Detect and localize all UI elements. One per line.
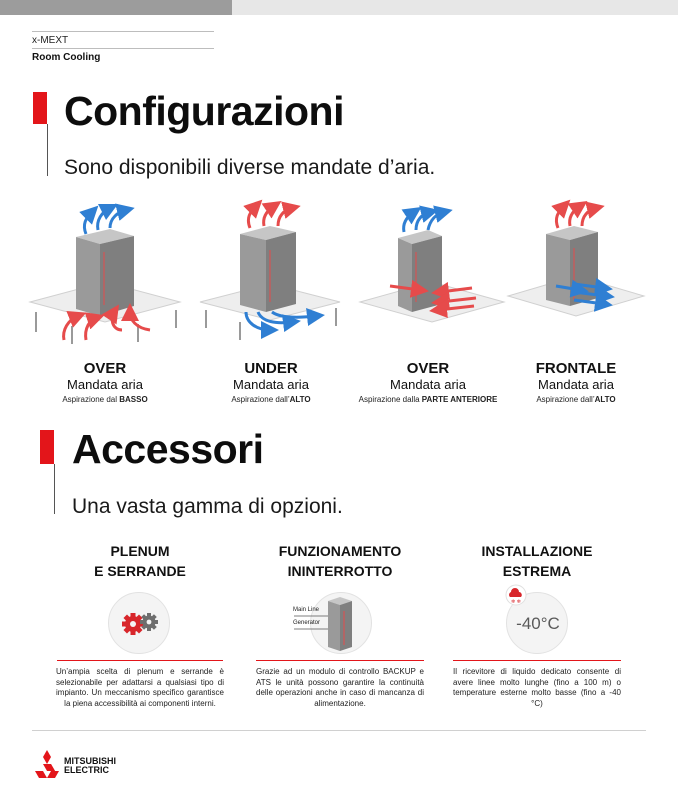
temperature-value: -40°C [516, 614, 560, 633]
label-generator: Generator [293, 620, 321, 626]
config-note-1: Aspirazione dal BASSO [62, 395, 148, 404]
config-unit-under-top [200, 206, 340, 340]
config-name-3: OVER [406, 360, 450, 377]
config-note-3: Aspirazione dalla PARTE ANTERIORE [358, 395, 498, 404]
brand-label: x-MEXT [32, 35, 69, 46]
accessory-title-installazione: INSTALLAZIONE ESTREMA [481, 543, 593, 579]
section-title-configurazioni: Configurazioni [64, 88, 344, 134]
accessori-accent-bar [40, 430, 54, 464]
accessory-title-plenum: PLENUM E SERRANDE [94, 543, 186, 579]
config-name-4: FRONTALE [535, 360, 617, 377]
mitsubishi-diamonds-icon [32, 750, 62, 778]
config-name-2: UNDER [244, 360, 298, 377]
svg-text:❄ ❄: ❄ ❄ [511, 599, 521, 605]
accessory-divider-2 [256, 660, 424, 661]
accessori-accent-line [54, 464, 55, 514]
config-mandata-1: Mandata aria [67, 377, 143, 392]
footer-rule [32, 730, 646, 731]
accessory-title-funzionamento: FUNZIONAMENTO ININTERROTTO [278, 543, 402, 579]
config-mandata-3: Mandata aria [390, 377, 466, 392]
label-main-line: Main Line [293, 607, 320, 613]
gear-icon [109, 593, 171, 655]
config-mandata-4: Mandata aria [538, 377, 614, 392]
config-mandata-2: Mandata aria [233, 377, 309, 392]
accessory-divider-1 [57, 660, 223, 661]
section-subtitle-configurazioni: Sono disponibili diverse mandate d’aria. [64, 156, 436, 179]
accessory-desc-installazione: Il ricevitore di liquido dedicato consente di avere linee molto lunghe (fino a 100 m) o temperature esterne molto basse (fino a -40 °C) [453, 667, 621, 708]
accessory-desc-funzionamento: Grazie ad un modulo di controllo BACKUP e ATS le unità possono garantire la continuità delle operazioni anche in caso di mancanza di alimentazione. [256, 667, 424, 708]
section-title-accessori: Accessori [72, 426, 264, 472]
accessory-desc-plenum: Un’ampia scelta di plenum e serrande è selezionabile per adattarsi a qualsiasi tipo di impianto. Un meccanismo specifico garantisce la piena accessibilità ai componenti interni. [56, 667, 224, 708]
config-note-4: Aspirazione dall’ALTO [536, 395, 616, 404]
config-unit-frontale-top [508, 206, 644, 316]
section-subtitle-accessori: Una vasta gamma di opzioni. [72, 495, 343, 518]
config-note-2: Aspirazione dall’ALTO [231, 395, 311, 404]
company-logo-text: MITSUBISHI ELECTRIC [64, 756, 117, 775]
config-name-1: OVER [83, 360, 127, 377]
section-label: Room Cooling [32, 52, 101, 63]
config-unit-over-front [360, 212, 504, 322]
configurations-illustration [0, 0, 678, 360]
config-unit-over-bottom [30, 208, 180, 344]
accessory-divider-3 [453, 660, 621, 661]
plenum-icon-circle [108, 592, 170, 654]
snowflake-cloud-icon [503, 585, 529, 605]
